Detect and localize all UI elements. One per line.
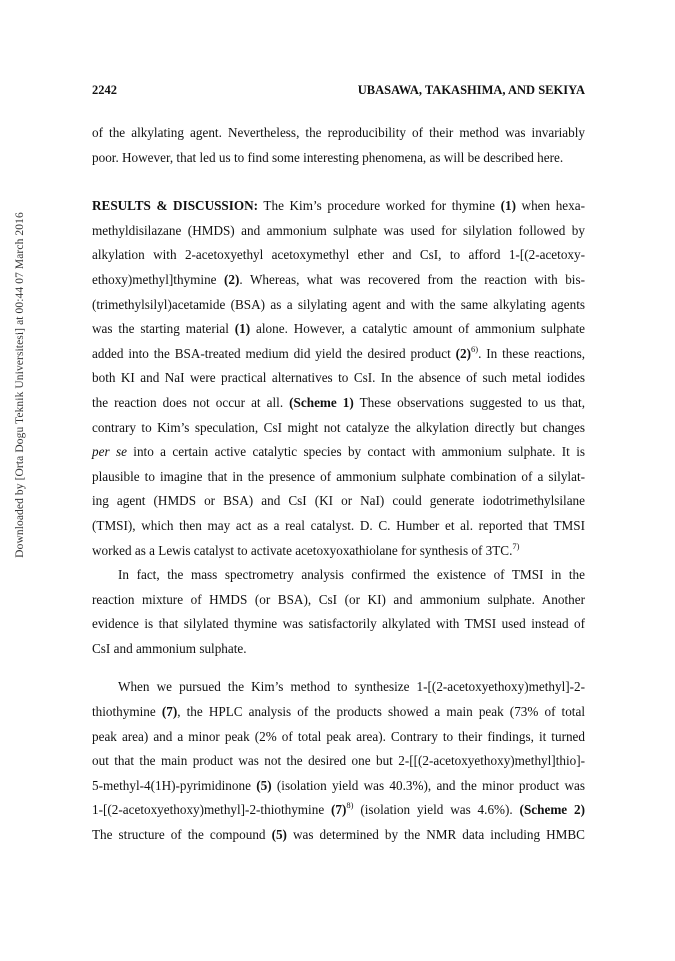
text-line: In fact, the mass spectrometry analysis confirmed the existence of TMSI in the xyxy=(118,567,585,583)
text-line: The structure of the compound (5) was determined by the NMR data including HMBC xyxy=(92,827,585,843)
running-header xyxy=(92,83,585,98)
download-stamp-text: Downloaded by [Orta Dogu Teknik Universitesi] at 00:44 07 March 2016 xyxy=(14,212,26,558)
paragraph-thiothymine xyxy=(92,675,585,847)
text-line: (TMSI), which then may act as a real catalyst. D. C. Humber et al. reported that TMSI xyxy=(92,517,585,533)
compound-ref: (2) xyxy=(455,345,472,361)
text-line: 5-methyl-4(1H)-pyrimidinone (5) (isolation yield was 40.3%), and the minor product was xyxy=(92,777,586,793)
compound-ref: (7) xyxy=(331,802,347,818)
text-line: ethoxy)methyl]thymine (2). Whereas, what was recovered from the reaction with bis- xyxy=(92,271,585,287)
text-line: the reaction does not occur at all. (Scheme 1) These observations suggested to us that, xyxy=(92,394,585,410)
italic-term: per se xyxy=(92,444,127,460)
text-line: poor. However, that led us to find some interesting phenomena, as will be described here. xyxy=(92,149,564,165)
paragraph-tmsi-evidence xyxy=(92,563,585,661)
text-line: RESULTS & DISCUSSION: The Kim’s procedure worked for thymine (1) when hexa- xyxy=(92,198,585,214)
author-names: UBASAWA, TAKASHIMA, AND SEKIYA xyxy=(357,83,585,97)
compound-ref: (5) xyxy=(256,777,272,793)
text-line: ing agent (HMDS or BSA) and CsI (KI or NaI) could generate iodotrimethylsilane xyxy=(92,493,585,509)
page-number: 2242 xyxy=(92,83,117,97)
text-line: per se into a certain active catalytic species by contact with ammonium sulphate. It is xyxy=(92,444,585,460)
text-line: was the starting material (1) alone. However, a catalytic amount of ammonium sulphate xyxy=(92,321,585,337)
compound-ref: (5) xyxy=(271,827,287,843)
text-line: 1-[(2-acetoxyethoxy)methyl]-2-thiothymine $(7)^{8)}$ (isolation yield was 4.6%). (Scheme 2) xyxy=(92,800,585,818)
text-line: reaction mixture of HMDS (or BSA), CsI (or KI) and ammonium sulphate. Another xyxy=(92,591,585,607)
text-line: alkylation with 2-acetoxyethyl acetoxymethyl ether and CsI, to afford 1-[(2-acetoxy- xyxy=(92,247,585,263)
text-line: added into the BSA-treated medium did yield the desired product $(2)^{6)}$. In these reactions, xyxy=(92,343,586,361)
text-line: (trimethylsilyl)acetamide (BSA) as a silylating agent and with the same alkylating agents xyxy=(92,296,585,312)
compound-ref: (1) xyxy=(500,198,516,214)
text-line: When we pursued the Kim’s method to synthesize 1-[(2-acetoxyethoxy)methyl]-2- xyxy=(118,679,585,695)
paragraph-intro-continued xyxy=(92,121,585,170)
text-line: out that the main product was not the desired one but 2-[[(2-acetoxyethoxy)methyl]thio]- xyxy=(92,753,585,769)
paragraph-results-discussion xyxy=(92,194,585,563)
text-line: evidence is that silylated thymine was satisfactorily alkylated with TMSI used instead of xyxy=(92,616,585,632)
scheme-ref: (Scheme 2) xyxy=(519,802,585,818)
reference-superscript: 7) xyxy=(512,540,520,551)
compound-ref: (2) xyxy=(224,271,240,287)
text-line: of the alkylating agent. Nevertheless, the reproducibility of their method was invariably xyxy=(92,125,585,140)
scheme-ref: (Scheme 1) xyxy=(289,394,354,410)
compound-ref: (7) xyxy=(161,704,178,720)
article-body xyxy=(92,121,585,848)
section-heading: RESULTS & DISCUSSION: xyxy=(92,198,259,214)
text-line: peak area) and a minor peak (2% of total peak area). Contrary to their findings, it turned xyxy=(92,728,585,744)
text-line: worked as a Lewis catalyst to activate acetoxyoxathiolane for synthesis of 3TC.$^{7)}$ xyxy=(92,540,520,558)
reference-superscript: 8) xyxy=(346,800,354,811)
text-line: methyldisilazane (HMDS) and ammonium sulphate was used for silylation followed by xyxy=(92,222,585,238)
compound-ref: (1) xyxy=(234,321,251,337)
reference-superscript: 6) xyxy=(471,343,479,354)
text-line: thiothymine (7), the HPLC analysis of the products showed a main peak (73% of total xyxy=(92,704,585,720)
download-stamp xyxy=(14,125,28,645)
text-line: contrary to Kim’s speculation, CsI might not catalyze the alkylation directly but changes xyxy=(92,419,585,435)
text-line: both KI and NaI were practical alternatives to CsI. In the absence of such metal iodides xyxy=(92,370,585,386)
text-line: CsI and ammonium sulphate. xyxy=(92,640,247,656)
text-line: plausible to imagine that in the presence of ammonium sulphate combination of a silylat- xyxy=(92,468,585,484)
